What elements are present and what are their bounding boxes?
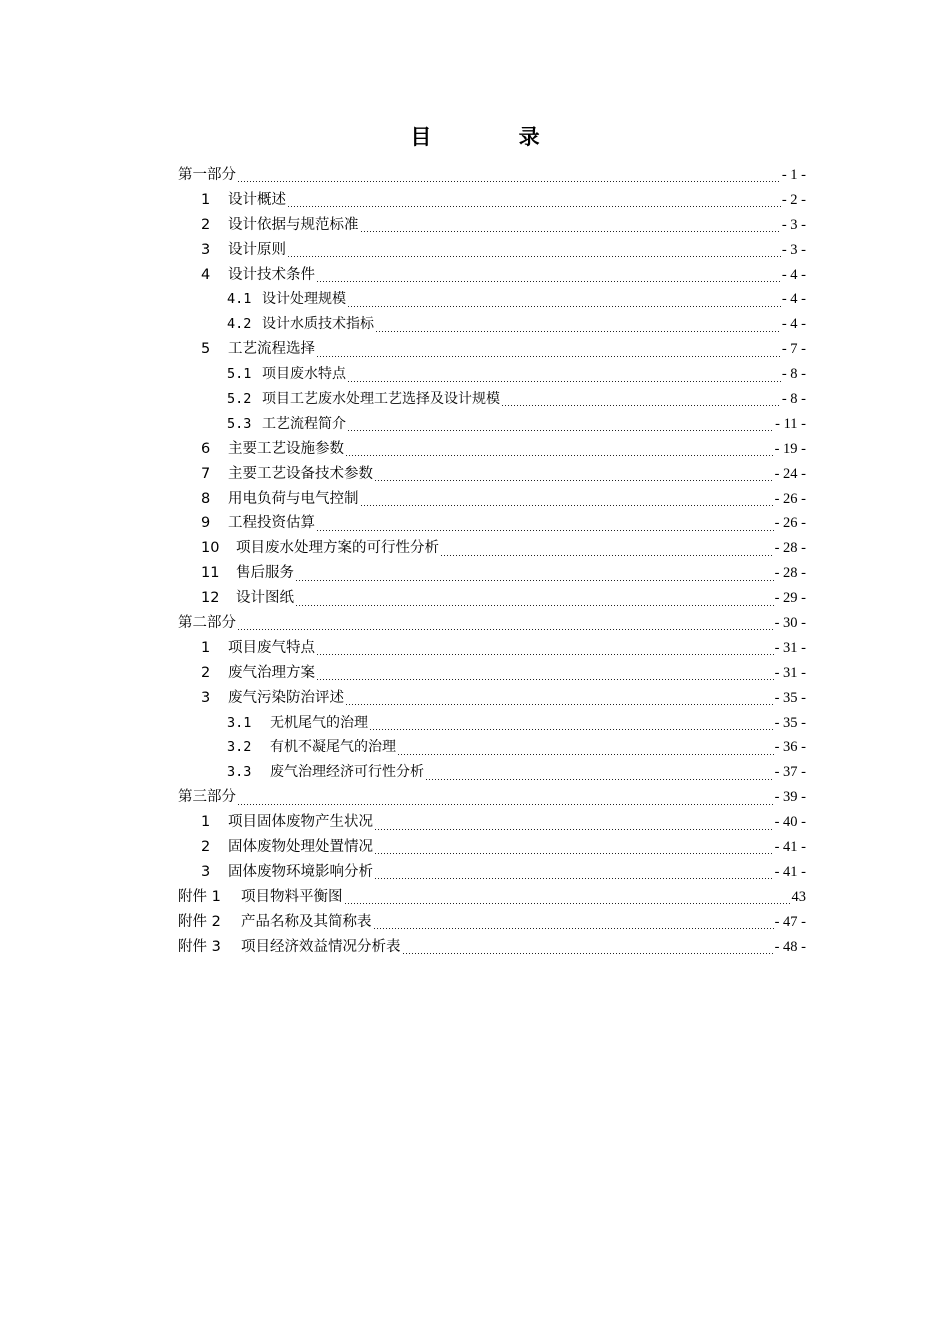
toc-dot-leader (501, 394, 781, 408)
toc-entry[interactable] (178, 785, 806, 810)
toc-entry-number: 4.2 (227, 316, 252, 333)
toc-entry[interactable] (178, 412, 806, 437)
toc-page-number: - 48 - (774, 938, 806, 955)
toc-page-number: - 28 - (774, 565, 806, 582)
toc-entry[interactable] (178, 213, 806, 238)
toc-entry-number: 3 (201, 863, 211, 880)
toc-entry[interactable] (178, 536, 806, 561)
toc-page-number: - 24 - (774, 465, 806, 482)
toc-entry-number: 3 (201, 689, 211, 706)
toc-entry-label: 主要工艺设施参数 (228, 440, 344, 457)
toc-entry-number: 7 (201, 465, 211, 482)
toc-dot-leader (440, 544, 774, 558)
toc-entry-number: 4.1 (227, 291, 252, 308)
toc-dot-leader (369, 718, 774, 732)
toc-entry-label: 设计图纸 (236, 590, 294, 607)
toc-entry-number: 3.2 (227, 739, 252, 756)
toc-dot-leader (237, 618, 774, 632)
toc-entry-number: 附件 2 (178, 913, 221, 930)
toc-entry-label: 第一部分 (178, 167, 236, 183)
toc-entry[interactable] (178, 711, 806, 736)
toc-entry-label: 工程投资估算 (228, 515, 315, 532)
toc-dot-leader (295, 594, 774, 608)
toc-entry[interactable] (178, 935, 806, 960)
toc-entry-label: 废气治理经济可行性分析 (270, 764, 424, 781)
toc-entry-label: 工艺流程选择 (228, 341, 315, 358)
toc-entry[interactable] (178, 462, 806, 487)
toc-entry-number: 5 (201, 341, 211, 358)
toc-entry[interactable] (178, 860, 806, 885)
toc-dot-leader (347, 295, 781, 309)
toc-entry[interactable] (178, 312, 806, 337)
toc-entry-number: 2 (201, 664, 211, 681)
toc-entry[interactable] (178, 337, 806, 362)
toc-dot-leader (373, 917, 774, 931)
toc-page-number: 43 (791, 888, 806, 905)
toc-entry-label: 售后服务 (236, 565, 294, 582)
toc-entry-number: 5.2 (227, 391, 252, 408)
toc-entry-label: 固体废物环境影响分析 (228, 863, 373, 880)
toc-page-number: - 3 - (781, 241, 806, 258)
toc-entry[interactable] (178, 561, 806, 586)
toc-dot-leader (316, 519, 774, 533)
toc-dot-leader (345, 693, 774, 707)
toc-page-number: - 4 - (781, 266, 806, 283)
toc-entry-number: 附件 1 (178, 888, 221, 905)
toc-entry[interactable] (178, 661, 806, 686)
toc-page-number: - 11 - (775, 415, 806, 432)
toc-dot-leader (237, 170, 781, 184)
toc-entry-number: 附件 3 (178, 938, 221, 955)
toc-page-number: - 26 - (774, 490, 806, 507)
toc-entry-label: 工艺流程简介 (262, 415, 346, 432)
toc-entry[interactable] (178, 287, 806, 312)
toc-page-number: - 29 - (774, 590, 806, 607)
toc-dot-leader (360, 494, 774, 508)
toc-entry-label: 第二部分 (178, 615, 236, 632)
toc-entry-number: 11 (201, 565, 220, 582)
toc-entry-number: 4 (201, 266, 211, 283)
toc-entry-number: 8 (201, 490, 211, 507)
toc-dot-leader (316, 345, 781, 359)
toc-entry-number: 1 (201, 639, 211, 656)
toc-entry-label: 设计技术条件 (228, 266, 315, 283)
toc-entry-label: 废气污染防治评述 (228, 689, 344, 706)
toc-entry[interactable] (178, 511, 806, 536)
toc-entry-label: 项目工艺废水处理工艺选择及设计规模 (262, 391, 500, 408)
toc-entry-number: 3.3 (227, 764, 252, 781)
toc-entry-label: 项目废气特点 (228, 639, 315, 656)
toc-entry-label: 设计原则 (228, 241, 286, 258)
toc-dot-leader (347, 370, 781, 384)
toc-page-number: - 35 - (774, 689, 806, 706)
toc-dot-leader (237, 793, 774, 807)
toc-page-number: - 4 - (781, 291, 806, 308)
toc-page-number: - 35 - (774, 714, 806, 731)
toc-page-number: - 41 - (774, 863, 806, 880)
toc-entry-label: 设计水质技术指标 (262, 316, 374, 333)
toc-page-number: - 8 - (781, 366, 806, 383)
toc-entry-label: 设计依据与规范标准 (228, 216, 359, 233)
toc-page-number: - 47 - (774, 913, 806, 930)
toc-entry-number: 2 (201, 839, 211, 856)
toc-entry-number: 1 (201, 814, 211, 831)
toc-entry[interactable] (178, 387, 806, 412)
toc-page-number: - 8 - (781, 391, 806, 408)
toc-page-number: - 26 - (774, 515, 806, 532)
table-of-contents (178, 163, 806, 960)
toc-dot-leader (345, 444, 774, 458)
toc-entry-number: 5.1 (227, 366, 252, 383)
toc-dot-leader (316, 643, 774, 657)
toc-dot-leader (344, 892, 791, 906)
toc-entry-number: 12 (201, 590, 220, 607)
toc-dot-leader (316, 668, 774, 682)
toc-dot-leader (375, 320, 781, 334)
toc-entry-number: 9 (201, 515, 211, 532)
toc-entry[interactable] (178, 611, 806, 636)
toc-entry-number: 10 (201, 540, 220, 557)
toc-dot-leader (425, 768, 774, 782)
toc-entry-number: 6 (201, 440, 211, 457)
toc-entry[interactable] (178, 810, 806, 835)
toc-entry-number: 5.3 (227, 415, 252, 432)
toc-entry-label: 设计概述 (228, 191, 286, 208)
toc-entry-label: 产品名称及其简称表 (241, 913, 372, 930)
toc-dot-leader (316, 270, 781, 284)
toc-page-number: - 1 - (781, 167, 806, 183)
toc-entry-label: 有机不凝尾气的治理 (270, 739, 396, 756)
toc-entry[interactable] (178, 735, 806, 760)
toc-entry-label: 无机尾气的治理 (270, 714, 368, 731)
toc-page-number: - 36 - (774, 739, 806, 756)
toc-entry[interactable] (178, 188, 806, 213)
toc-entry-label: 废气治理方案 (228, 664, 315, 681)
toc-dot-leader (360, 220, 781, 234)
toc-entry-label: 固体废物处理处置情况 (228, 839, 373, 856)
toc-entry-label: 项目废水特点 (262, 366, 346, 383)
toc-page-number: - 28 - (774, 540, 806, 557)
toc-page-number: - 30 - (774, 615, 806, 632)
toc-entry-label: 第三部分 (178, 789, 236, 806)
toc-entry[interactable] (178, 487, 806, 512)
toc-entry[interactable] (178, 586, 806, 611)
toc-page-number: - 19 - (774, 440, 806, 457)
toc-entry[interactable] (178, 686, 806, 711)
toc-entry[interactable] (178, 910, 806, 935)
toc-entry-label: 项目经济效益情况分析表 (241, 938, 401, 955)
toc-dot-leader (402, 942, 774, 956)
toc-page-number: - 3 - (781, 216, 806, 233)
toc-entry[interactable] (178, 760, 806, 785)
toc-entry-label: 主要工艺设备技术参数 (228, 465, 373, 482)
toc-entry-label: 项目物料平衡图 (241, 888, 343, 905)
toc-entry-number: 3 (201, 241, 211, 258)
toc-entry[interactable] (178, 437, 806, 462)
toc-page-number: - 37 - (774, 764, 806, 781)
toc-entry-label: 项目废水处理方案的可行性分析 (236, 540, 439, 557)
toc-entry-number: 3.1 (227, 714, 252, 731)
toc-entry[interactable] (178, 835, 806, 860)
toc-dot-leader (287, 195, 781, 209)
toc-page-number: - 31 - (774, 639, 806, 656)
toc-dot-leader (287, 245, 781, 259)
toc-page-number: - 31 - (774, 664, 806, 681)
toc-page-number: - 2 - (781, 191, 806, 208)
toc-entry[interactable] (178, 163, 806, 188)
toc-entry-label: 用电负荷与电气控制 (228, 490, 359, 507)
toc-entry-number: 2 (201, 216, 211, 233)
toc-dot-leader (374, 469, 774, 483)
toc-dot-leader (397, 743, 774, 757)
page-title: 目 录 (410, 125, 580, 149)
toc-entry-label: 设计处理规模 (262, 291, 346, 308)
toc-dot-leader (347, 419, 774, 433)
toc-entry[interactable] (178, 238, 806, 263)
toc-entry-number: 1 (201, 191, 211, 208)
toc-dot-leader (374, 867, 774, 881)
toc-entry-label: 项目固体废物产生状况 (228, 814, 373, 831)
toc-page-number: - 41 - (774, 839, 806, 856)
toc-dot-leader (374, 818, 774, 832)
toc-entry[interactable] (178, 636, 806, 661)
toc-page-number: - 4 - (781, 316, 806, 333)
toc-entry[interactable] (178, 362, 806, 387)
toc-entry[interactable] (178, 263, 806, 288)
toc-dot-leader (295, 569, 774, 583)
toc-page-number: - 40 - (774, 814, 806, 831)
toc-entry[interactable] (178, 885, 806, 910)
toc-page-number: - 39 - (774, 789, 806, 806)
toc-page-number: - 7 - (781, 341, 806, 358)
toc-dot-leader (374, 842, 774, 856)
